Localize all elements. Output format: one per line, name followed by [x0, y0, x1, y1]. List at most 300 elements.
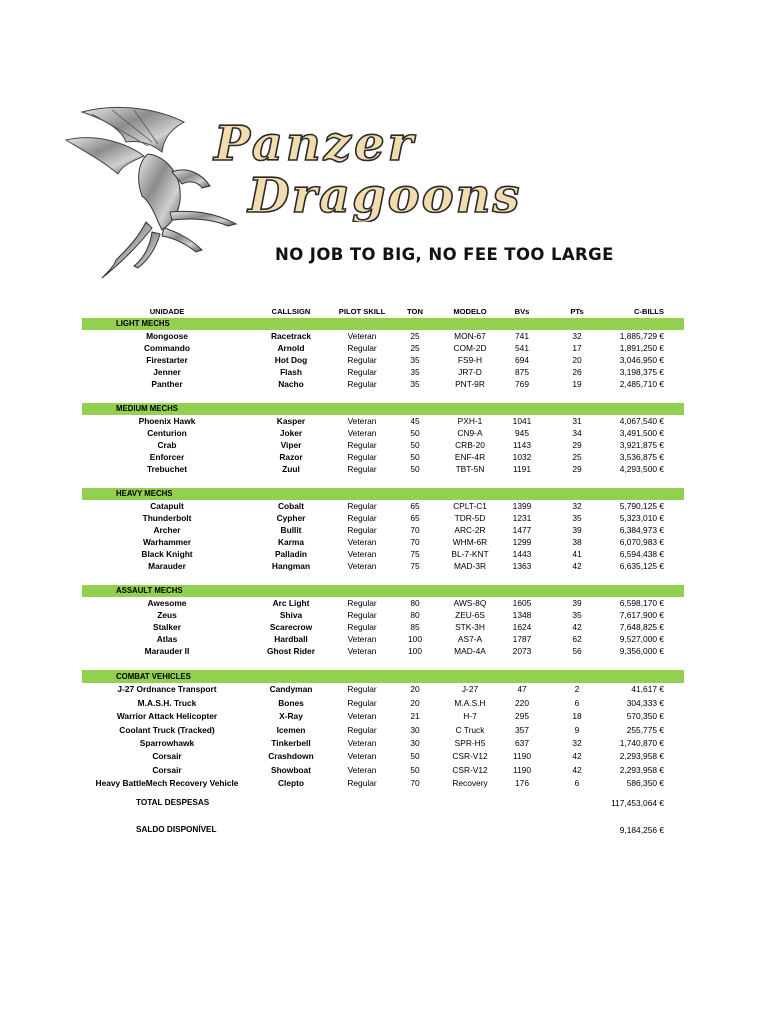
tonnage: 65	[410, 501, 420, 511]
callsign: Icemen	[276, 724, 306, 735]
tonnage: 35	[410, 379, 420, 389]
model-code: CN9-A	[457, 428, 483, 438]
cost-cbills: 4,293,500 €	[619, 464, 664, 474]
model-code: MON-67	[454, 331, 486, 341]
battle-value: 541	[515, 343, 529, 353]
unit-name: Sparrowhawk	[139, 737, 195, 748]
points: 35	[572, 610, 582, 620]
tonnage: 65	[410, 513, 420, 523]
battle-value: 220	[515, 697, 529, 708]
table-row	[82, 724, 684, 737]
pilot-skill: Regular	[347, 684, 377, 695]
table-row	[82, 633, 684, 645]
model-code: ZEU-6S	[455, 610, 485, 620]
pilot-skill: Regular	[347, 697, 377, 708]
col-header-pilot-skill: PILOT SKILL	[338, 307, 386, 316]
battle-value: 1624	[512, 622, 532, 632]
battle-value: 1143	[512, 440, 531, 450]
pilot-skill: Veteran	[347, 737, 377, 748]
cost-cbills: 3,491,500 €	[619, 428, 664, 438]
points: 25	[572, 452, 582, 462]
callsign: Bullit	[280, 525, 302, 535]
table-row	[82, 524, 684, 536]
tonnage: 45	[410, 416, 420, 426]
col-header-model: MODELO	[453, 307, 487, 316]
table-row	[82, 609, 684, 621]
unit-name: Thunderbolt	[142, 513, 192, 523]
unit-name: Corsair	[152, 764, 182, 775]
table-row	[82, 342, 684, 354]
cost-cbills: 586,350 €	[626, 778, 664, 789]
unit-name: Jenner	[153, 367, 181, 377]
col-header-bv: BVs	[514, 307, 530, 316]
battle-value: 1605	[512, 598, 532, 608]
model-code: CRB-20	[455, 440, 485, 450]
cost-cbills: 2,485,710 €	[619, 379, 664, 389]
unit-name: Enforcer	[149, 452, 185, 462]
callsign: Racetrack	[270, 331, 312, 341]
battle-value: 295	[515, 711, 529, 722]
callsign: Flash	[280, 367, 302, 377]
battle-value: 47	[517, 684, 527, 695]
points: 32	[572, 501, 582, 511]
cost-cbills: 6,594,438 €	[619, 549, 664, 559]
model-code: PXH-1	[457, 416, 483, 426]
cost-cbills: 7,617,900 €	[619, 610, 664, 620]
table-row	[82, 463, 684, 475]
table-row	[82, 621, 684, 633]
battle-value: 1299	[512, 537, 532, 547]
unit-name: Coolant Truck (Tracked)	[119, 724, 215, 735]
logo-wordmark	[212, 112, 552, 222]
table-row	[82, 697, 684, 710]
callsign: Arnold	[277, 343, 305, 353]
tonnage: 21	[410, 711, 420, 722]
cost-cbills: 9,356,000 €	[619, 646, 664, 656]
points: 2	[574, 684, 580, 695]
model-code: MAD-4A	[454, 646, 486, 656]
battle-value: 1477	[512, 525, 532, 535]
category-band	[82, 318, 684, 330]
tonnage: 100	[408, 634, 422, 644]
unit-name: Catapult	[150, 501, 184, 511]
table-row	[82, 548, 684, 560]
model-code: WHM-6R	[452, 537, 488, 547]
table-row	[82, 597, 684, 609]
category-band	[82, 403, 684, 415]
table-row	[82, 330, 684, 342]
unit-name: Crab	[157, 440, 177, 450]
points: 62	[572, 634, 582, 644]
model-code: AS7-A	[457, 634, 483, 644]
cost-cbills: 4,067,540 €	[619, 416, 664, 426]
pilot-skill: Veteran	[347, 331, 377, 341]
points: 42	[572, 622, 582, 632]
battle-value: 357	[515, 724, 529, 735]
callsign: Tinkerbell	[271, 737, 311, 748]
table-body	[82, 318, 684, 791]
unit-name: Marauder	[148, 561, 186, 571]
callsign: Crashdown	[268, 751, 314, 762]
cost-cbills: 3,046,950 €	[619, 355, 664, 365]
battle-value: 875	[515, 367, 529, 377]
table-row	[82, 737, 684, 750]
tonnage: 85	[410, 622, 420, 632]
unit-group	[82, 403, 684, 475]
group-spacer	[82, 390, 684, 403]
cost-cbills: 1,885,729 €	[619, 331, 664, 341]
tonnage: 30	[410, 737, 420, 748]
tonnage: 20	[410, 684, 420, 695]
model-code: J-27	[461, 684, 479, 695]
category-label: MEDIUM MECHS	[116, 404, 178, 413]
tonnage: 70	[410, 525, 420, 535]
tonnage: 50	[410, 464, 420, 474]
model-code: M.A.S.H	[454, 697, 486, 708]
points: 35	[572, 513, 582, 523]
points: 26	[572, 367, 582, 377]
pilot-skill: Veteran	[347, 537, 377, 547]
model-code: COM-2D	[453, 343, 487, 353]
pilot-skill: Regular	[347, 440, 377, 450]
table-row	[82, 777, 684, 790]
callsign: Ghost Rider	[267, 646, 315, 656]
points: 18	[572, 711, 582, 722]
group-spacer	[82, 475, 684, 488]
cost-cbills: 3,921,875 €	[619, 440, 664, 450]
model-code: CSR-V12	[452, 751, 488, 762]
table-row	[82, 710, 684, 723]
unit-name: Commando	[143, 343, 191, 353]
callsign: Hardball	[274, 634, 308, 644]
table-row	[82, 536, 684, 548]
cost-cbills: 6,598,170 €	[619, 598, 664, 608]
table-row	[82, 560, 684, 572]
model-code: ENF-4R	[454, 452, 486, 462]
cost-cbills: 1,891,250 €	[619, 343, 664, 353]
battle-value: 769	[515, 379, 529, 389]
callsign: Arc Light	[272, 598, 310, 608]
table-row	[82, 451, 684, 463]
tonnage: 50	[410, 452, 420, 462]
unit-name: J-27 Ordnance Transport	[117, 684, 217, 695]
unit-name: Black Knight	[141, 549, 193, 559]
points: 6	[574, 697, 580, 708]
pilot-skill: Regular	[347, 343, 377, 353]
model-code: TBT-5N	[455, 464, 485, 474]
unit-name: Panther	[151, 379, 183, 389]
battle-value: 945	[515, 428, 529, 438]
battle-value: 694	[515, 355, 529, 365]
group-spacer	[82, 572, 684, 585]
callsign: Viper	[280, 440, 302, 450]
callsign: Scarecrow	[269, 622, 313, 632]
model-code: H-7	[463, 711, 477, 722]
unit-name: Zeus	[157, 610, 177, 620]
battle-value: 741	[515, 331, 529, 341]
logo-line-2: Dragoons	[248, 168, 522, 222]
pilot-skill: Veteran	[347, 764, 377, 775]
callsign: Nacho	[278, 379, 304, 389]
tonnage: 25	[410, 343, 420, 353]
model-code: STK-3H	[455, 622, 485, 632]
battle-value: 1443	[512, 549, 532, 559]
total-expenses-label: TOTAL DESPESAS	[136, 798, 210, 807]
tonnage: 70	[410, 778, 420, 789]
cost-cbills: 2,293,958 €	[619, 751, 664, 762]
model-code: SPR-H5	[454, 737, 486, 748]
cost-cbills: 6,070,983 €	[619, 537, 664, 547]
tonnage: 50	[410, 764, 420, 775]
pilot-skill: Veteran	[347, 751, 377, 762]
callsign: Razor	[279, 452, 303, 462]
pilot-skill: Regular	[347, 598, 377, 608]
model-code: AWS-8Q	[453, 598, 487, 608]
callsign: Cobalt	[277, 501, 305, 511]
battle-value: 2073	[512, 646, 532, 656]
points: 31	[572, 416, 582, 426]
callsign: Cypher	[276, 513, 306, 523]
unit-group	[82, 670, 684, 791]
cost-cbills: 570,350 €	[626, 711, 664, 722]
cost-cbills: 9,527,000 €	[619, 634, 664, 644]
callsign: Showboat	[270, 764, 311, 775]
unit-name: Mongoose	[146, 331, 188, 341]
pilot-skill: Veteran	[347, 711, 377, 722]
pilot-skill: Regular	[347, 379, 377, 389]
callsign: X-Ray	[279, 711, 303, 722]
cost-cbills: 6,384,973 €	[619, 525, 664, 535]
tonnage: 80	[410, 598, 420, 608]
cost-cbills: 41,617 €	[631, 684, 664, 695]
points: 17	[572, 343, 582, 353]
points: 19	[572, 379, 582, 389]
points: 32	[572, 331, 582, 341]
tonnage: 25	[410, 331, 420, 341]
model-code: C Truck	[455, 724, 485, 735]
battle-value: 1041	[512, 416, 532, 426]
col-header-ton: TON	[407, 307, 423, 316]
category-label: COMBAT VEHICLES	[116, 672, 191, 681]
unit-name: Trebuchet	[146, 464, 188, 474]
tonnage: 20	[410, 697, 420, 708]
points: 38	[572, 537, 582, 547]
pilot-skill: Regular	[347, 501, 377, 511]
col-header-pt: PTs	[570, 307, 584, 316]
battle-value: 1191	[512, 464, 531, 474]
category-band	[82, 585, 684, 597]
unit-name: Atlas	[156, 634, 178, 644]
callsign: Candyman	[269, 684, 313, 695]
points: 29	[572, 440, 582, 450]
model-code: FS9-H	[457, 355, 483, 365]
available-balance-label: SALDO DISPONÍVEL	[136, 825, 217, 834]
table-row	[82, 439, 684, 451]
battle-value: 1363	[512, 561, 532, 571]
model-code: MAD-3R	[453, 561, 487, 571]
tonnage: 75	[410, 549, 420, 559]
tonnage: 50	[410, 440, 420, 450]
pilot-skill: Veteran	[347, 646, 377, 656]
pilot-skill: Regular	[347, 622, 377, 632]
unit-name: M.A.S.H. Truck	[137, 697, 197, 708]
pilot-skill: Regular	[347, 452, 377, 462]
callsign: Clepto	[277, 778, 305, 789]
category-label: ASSAULT MECHS	[116, 586, 183, 595]
unit-name: Awesome	[147, 598, 187, 608]
model-code: BL-7-KNT	[451, 549, 489, 559]
col-header-unit: UNIDADE	[149, 307, 185, 316]
model-code: PNT-9R	[455, 379, 485, 389]
unit-name: Warhammer	[142, 537, 192, 547]
points: 34	[572, 428, 582, 438]
unit-group	[82, 318, 684, 390]
unit-name: Firestarter	[146, 355, 188, 365]
table-row	[82, 750, 684, 763]
cost-cbills: 304,333 €	[626, 697, 664, 708]
points: 39	[572, 598, 582, 608]
total-expenses-row	[82, 796, 684, 810]
points: 6	[574, 778, 580, 789]
category-band	[82, 670, 684, 683]
battle-value: 1399	[512, 501, 532, 511]
unit-name: Heavy BattleMech Recovery Vehicle	[95, 778, 239, 789]
cost-cbills: 5,790,125 €	[619, 501, 664, 511]
callsign: Joker	[279, 428, 303, 438]
tonnage: 35	[410, 355, 420, 365]
unit-name: Warrior Attack Helicopter	[116, 711, 218, 722]
cost-cbills: 6,635,125 €	[619, 561, 664, 571]
callsign: Zuul	[282, 464, 300, 474]
battle-value: 1032	[512, 452, 532, 462]
callsign: Kasper	[276, 416, 306, 426]
unit-group	[82, 585, 684, 657]
model-code: CPLT-C1	[453, 501, 487, 511]
model-code: CSR-V12	[452, 764, 488, 775]
callsign: Palladin	[274, 549, 308, 559]
callsign: Shiva	[279, 610, 303, 620]
points: 56	[572, 646, 582, 656]
available-balance-row	[82, 823, 684, 837]
pilot-skill: Regular	[347, 525, 377, 535]
pilot-skill: Veteran	[347, 428, 377, 438]
category-band	[82, 488, 684, 500]
battle-value: 1787	[512, 634, 532, 644]
pilot-skill: Regular	[347, 778, 377, 789]
pilot-skill: Regular	[347, 367, 377, 377]
unit-name: Archer	[153, 525, 181, 535]
group-spacer	[82, 657, 684, 670]
table-row	[82, 764, 684, 777]
battle-value: 1190	[512, 751, 531, 762]
unit-roster-table	[82, 306, 684, 791]
points: 39	[572, 525, 582, 535]
battle-value: 176	[515, 778, 529, 789]
cost-cbills: 2,293,958 €	[619, 764, 664, 775]
tonnage: 35	[410, 367, 420, 377]
table-row	[82, 512, 684, 524]
category-label: LIGHT MECHS	[116, 319, 170, 328]
tonnage: 50	[410, 751, 420, 762]
battle-value: 1190	[512, 764, 531, 775]
unit-group	[82, 488, 684, 572]
tonnage: 50	[410, 428, 420, 438]
points: 42	[572, 764, 582, 775]
points: 29	[572, 464, 582, 474]
table-row	[82, 354, 684, 366]
callsign: Bones	[278, 697, 304, 708]
unit-name: Phoenix Hawk	[138, 416, 196, 426]
points: 41	[572, 549, 582, 559]
cost-cbills: 3,536,875 €	[619, 452, 664, 462]
model-code: JR7-D	[458, 367, 482, 377]
pilot-skill: Regular	[347, 724, 377, 735]
model-code: Recovery	[452, 778, 488, 789]
total-expenses-value: 117,453,064 €	[611, 798, 664, 808]
cost-cbills: 1,740,870 €	[619, 737, 664, 748]
table-row	[82, 366, 684, 378]
pilot-skill: Regular	[347, 355, 377, 365]
points: 32	[572, 737, 582, 748]
unit-name: Corsair	[152, 751, 182, 762]
col-header-cost: C-BILLS	[634, 307, 664, 316]
tonnage: 75	[410, 561, 420, 571]
pilot-skill: Veteran	[347, 416, 377, 426]
callsign: Hangman	[271, 561, 311, 571]
pilot-skill: Regular	[347, 513, 377, 523]
callsign: Hot Dog	[274, 355, 308, 365]
table-row	[82, 645, 684, 657]
available-balance-value: 9,184,256 €	[619, 825, 664, 835]
tonnage: 30	[410, 724, 420, 735]
battle-value: 1231	[512, 513, 532, 523]
table-row	[82, 415, 684, 427]
col-header-callsign: CALLSIGN	[271, 307, 311, 316]
model-code: TDR-5D	[454, 513, 486, 523]
model-code: ARC-2R	[454, 525, 486, 535]
table-row	[82, 683, 684, 696]
points: 9	[574, 724, 580, 735]
cost-cbills: 255,775 €	[626, 724, 664, 735]
table-row	[82, 378, 684, 390]
unit-name: Centurion	[147, 428, 187, 438]
tonnage: 70	[410, 537, 420, 547]
pilot-skill: Veteran	[347, 634, 377, 644]
points: 42	[572, 561, 582, 571]
pilot-skill: Veteran	[347, 561, 377, 571]
pilot-skill: Regular	[347, 610, 377, 620]
pilot-skill: Veteran	[347, 549, 377, 559]
cost-cbills: 5,323,010 €	[619, 513, 664, 523]
battle-value: 1348	[512, 610, 532, 620]
logo-line-1: Panzer	[214, 116, 416, 172]
pilot-skill: Regular	[347, 464, 377, 474]
points: 20	[572, 355, 582, 365]
table-row	[82, 500, 684, 512]
points: 42	[572, 751, 582, 762]
unit-name: Marauder II	[144, 646, 190, 656]
unit-name: Stalker	[153, 622, 181, 632]
category-label: HEAVY MECHS	[116, 489, 173, 498]
battle-value: 637	[515, 737, 529, 748]
tonnage: 100	[408, 646, 422, 656]
cost-cbills: 7,648,825 €	[619, 622, 664, 632]
tonnage: 80	[410, 610, 420, 620]
table-row	[82, 427, 684, 439]
cost-cbills: 3,198,375 €	[619, 367, 664, 377]
callsign: Karma	[277, 537, 305, 547]
table-header-row	[82, 306, 684, 318]
